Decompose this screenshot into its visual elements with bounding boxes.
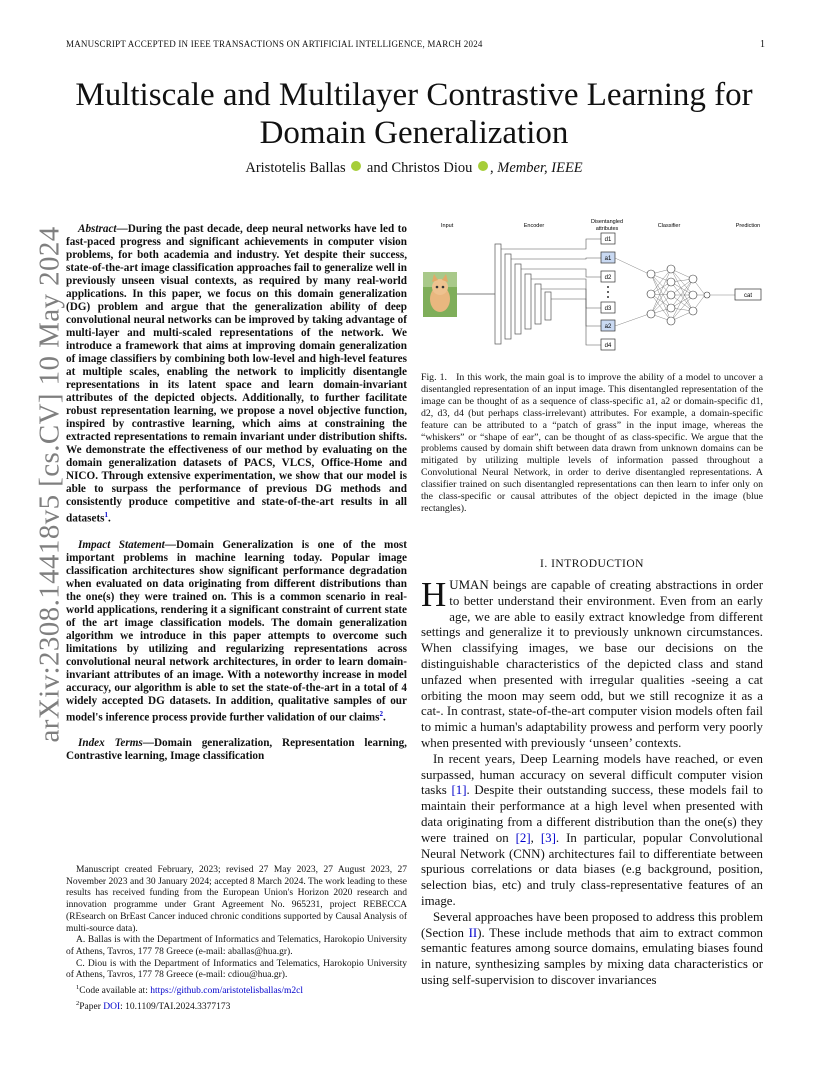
- doi-link[interactable]: DOI: [103, 1002, 121, 1013]
- attr-box-d2: d2: [604, 275, 612, 281]
- title-line-2: Domain Generalization: [259, 115, 569, 151]
- footnote-code: $^1$Code available at: https://github.com/aristotelisballas/m2cl: [76, 984, 303, 997]
- classifier-network: [615, 258, 735, 326]
- impact-label: Impact Statement: [78, 538, 165, 551]
- citation-link[interactable]: [2]: [515, 830, 531, 845]
- orcid-icon[interactable]: [478, 161, 488, 171]
- footnote-ballas: A. Ballas is with the Department of Informatics and Telematics, Harokopio University of Athens, Tavros, 177 78 Greece (e-mail: aballas@hua.gr).: [66, 935, 407, 957]
- index-terms: [66, 737, 407, 763]
- figure-1: [421, 214, 766, 362]
- footnote-link-1[interactable]: 1: [104, 511, 109, 519]
- intro-paragraph-1: HUMAN beings are capable of creating abstractions in order to better understand their environment. Even from an early age, we are able to easily extract knowledge from different settings and generalize it to previously unknown circumstances. When classifying images, we base our decisions on the distinguishable characteristics of the depicted class and stand unfazed when presented with irregular qualities -seeing a cat orbiting the moon may seem odd, but we still recognize it as a cat-. In contrast, state-of-the-art computer vision models often fail to mimic a human's adaptability prowess and perform very poorly when presented with previously ‘unseen’ contexts.: [421, 575, 763, 750]
- fig-label-disentangled: Disentangled: [590, 219, 624, 225]
- paper-title: [40, 76, 788, 152]
- kitten-image: [423, 272, 457, 317]
- prediction-output: cat: [743, 293, 753, 299]
- footnote-diou: C. Diou is with the Department of Informatics and Telematics, Harokopio University of Athens, Tavros, 177 78 Greece (e-mail: cdiou@hua.gr).: [66, 958, 407, 981]
- impact-statement: Impact Statement—Domain Generalization is one of the most important problems in machine learning today. Popular image classification architectures show significant performance degradation when evaluated on data originating from different distributions than the one(s) they were trained on. This is a common scenario in real-world applications, rendering it a significant constraint of current state of the art image classification models. The domain generalization algorithm we introduce in this paper attempts to overcome such limitations by utilizing and regularizing representations across convolutional neural network architectures, in order to learn domain-invariant attributes of an image. With a noteworthy increase in model accuracy, our algorithm is able to set the state-of-the-art in a total of 4 widely accepted DG datasets. In addition, qualitative samples of our model's inference process provide further validation of our claims$^2$.: [66, 538, 407, 724]
- citation-link[interactable]: [1]: [451, 783, 467, 798]
- orcid-icon[interactable]: [351, 161, 361, 171]
- caption-prefix: Fig. 1.: [421, 372, 447, 383]
- index-terms-label: Index Terms: [78, 737, 143, 750]
- author-line: Aristotelis Ballas and Christos Diou , Member, IEEE: [245, 160, 583, 176]
- section-heading: I. INTRODUCTION: [540, 558, 644, 570]
- attr-box-d4: d4: [604, 343, 612, 349]
- abstract: Abstract—During the past decade, deep neural networks have led to fast-paced progress and significant achievements in computer vision problems, for both academia and industry. Yet despite their success, state-of-the-art image classification approaches fail to generalize well in previously unseen visual contexts, as required by many real-world applications. In this paper, we focus on this domain generalization (DG) problem and argue that the generalization ability of deep convolutional neural networks can be improved by taking advantage of multi-layer and multi-scaled representations of the network. We introduce a framework that aims at improving domain generalization of image classifiers by combining both low-level and high-level features at multiple scales, enabling the network to implicitly disentangle representations in its latent space and learn domain-invariant attributes of the depicted objects. Additionally, to further facilitate robust representation learning, we propose a novel objective function, inspired by contrastive learning, which aims at constraining the extracted representations to remain invariant under distribution shifts. We demonstrate the effectiveness of our method by evaluating on the domain generalization datasets of PACS, VLCS, Office-Home and NICO. Through extensive experimentation, we show that our model is able to surpass the performance of previous DG methods and consistently produce competitive and state-of-the-art results in all datasets$^1$.: [66, 223, 407, 525]
- author-2: Christos Diou: [391, 160, 473, 176]
- left-column: [66, 223, 407, 763]
- running-header: MANUSCRIPT ACCEPTED IN IEEE TRANSACTIONS ON ARTIFICIAL INTELLIGENCE, MARCH 2024: [66, 39, 483, 49]
- title-line-1: Multiscale and Multilayer Contrastive Learning for: [75, 77, 753, 113]
- page-number: 1: [760, 39, 765, 50]
- footnotes: [66, 865, 407, 1014]
- arxiv-stamp[interactable]: arXiv:2308.14418v5 [cs.CV] 10 May 2024: [33, 226, 66, 743]
- fig-label-prediction: Prediction: [735, 223, 761, 229]
- fig-label-classifier: Classifier: [657, 223, 681, 229]
- figure-caption: [421, 372, 763, 515]
- introduction-body: [421, 575, 763, 989]
- index-terms-text: —Domain generalization, Representation learning, Contrastive learning, Image classification: [66, 737, 407, 763]
- footnote-manuscript: Manuscript created February, 2023; revised 27 May 2023, 27 August 2023, 27 November 2023 and 30 January 2024; accepted 8 March 2024. The work leading to these results has received funding from the European Union's Horizon 2020 research and innovation programme under Grant Agreement No. 965231, project REBECCA (REsearch on BrEast Cancer induced chronic conditions supported by Causal Analysis of multi-source data).: [66, 865, 407, 934]
- abstract-text: —During the past decade, deep neural networks have led to fast-paced progress and significant achievements in computer vision problems, for both academia and industry. Yet despite their success, state-of-the-art image classification approaches fail to generalize well in previously unseen visual contexts, as required by many real-world applications. In this paper, we focus on this domain generalization (DG) problem and argue that the generalization ability of deep convolutional neural networks can be improved by taking advantage of multi-layer and multi-scaled representations of the network. We introduce a framework that aims at improving domain generalization of image classifiers by combining both low-level and high-level features at multiple scales, enabling the network to implicitly disentangle representations in its latent space and learn domain-invariant attributes of the depicted objects. Additionally, to further facilitate robust representation learning, we propose a novel objective function, inspired by contrastive learning, which aims at constraining the extracted representations to remain invariant under distribution shifts. We demonstrate the effectiveness of our method by evaluating on the domain generalization datasets of PACS, VLCS, Office-Home and NICO. Through extensive experimentation, we show that our model is able to surpass the performance of previous DG methods and consistently produce competitive and state-of-the-art results in all datasets: [66, 223, 407, 525]
- footnote-link-2[interactable]: 2: [379, 709, 383, 718]
- fig-label-attributes: attributes: [595, 226, 619, 232]
- attr-box-a2: a2: [604, 324, 612, 330]
- author-conj: and: [366, 160, 388, 176]
- attr-box-d3: d3: [604, 306, 612, 312]
- abstract-label: Abstract: [78, 223, 117, 235]
- code-link[interactable]: https://github.com/aristotelisballas/m2cl: [150, 986, 303, 997]
- author-1: Aristotelis Ballas: [245, 160, 346, 176]
- fig-label-encoder: Encoder: [523, 223, 545, 229]
- attribute-boxes: [601, 233, 615, 350]
- author-membership: Member, IEEE: [497, 160, 583, 176]
- intro-paragraph-2: In recent years, Deep Learning models have reached, or even surpassed, human accuracy on several difficult computer vision tasks [1]. Despite their outstanding success, these models fail to maintain their performance at a high level when presented with data originating from a different distribution than the one(s) they were trained on [2], [3]. In particular, popular Convolutional Neural Network (CNN) architectures fail to differentiate between spurious correlations or data biases (e.g background, position, selection bias, etc) and truly class-representative features of an image.: [421, 751, 763, 908]
- attr-box-d1: d1: [604, 237, 612, 243]
- drop-cap: H: [421, 575, 447, 614]
- intro-paragraph-3: Several approaches have been proposed to address this problem (Section II). These include methods that aim to extract common semantic features among source domains, emulating biases found in nature, synthesizing samples by mixing data characteristics or using self-supervision to discover invariances: [421, 909, 763, 987]
- fig-label-input: Input: [441, 223, 454, 229]
- attr-box-a1: a1: [604, 256, 612, 262]
- citation-link[interactable]: [3]: [540, 830, 556, 845]
- section-link[interactable]: II: [468, 925, 478, 940]
- impact-text: —Domain Generalization is one of the most important problems in machine learning today. Popular image classification architectures show significant performance degradation when evaluated on data originating from different distributions than the one(s) they were trained on. This is a common scenario in real-world applications, rendering it a significant constraint of current state of the art image classification models. The domain generalization algorithm we introduce in this paper attempts to overcome such limitations by utilizing and regularizing representations across convolutional neural network architectures, in order to learn domain-invariant attributes of an image. With a noteworthy increase in model accuracy, our algorithm is able to set the state-of-the-art in a total of 4 widely accepted DG datasets. In addition, qualitative samples of our model's inference process provide further validation of our claims: [66, 538, 407, 724]
- footnote-doi: $^2$Paper DOI: 10.1109/TAI.2024.3377173: [76, 999, 231, 1013]
- caption-text: In this work, the main goal is to improve the ability of a model to uncover a disentangled representation of an input image. This disentangled representation of the image can be thought of as a sequence of class-specific a1, a2 or domain-specific d1, d2, d3, d4 (but perhaps class-irrelevant) attributes. For example, a domain-specific feature can be attributed to a “patch of grass” in the input image, whereas the “whiskers” or “shape of ear”, can be thought of as class-specific. We argue that the problems caused by domain shift between data drawn from unknown domains can be mitigated by utilizing multiple levels of information passed throughout a Convolutional Neural Network, in order to derive disentangled representations. A classifier trained on such disentangled representations can then learn to infer only on the class-specific or causal attributes of the object depicted in the image (blue rectangles).: [421, 372, 763, 514]
